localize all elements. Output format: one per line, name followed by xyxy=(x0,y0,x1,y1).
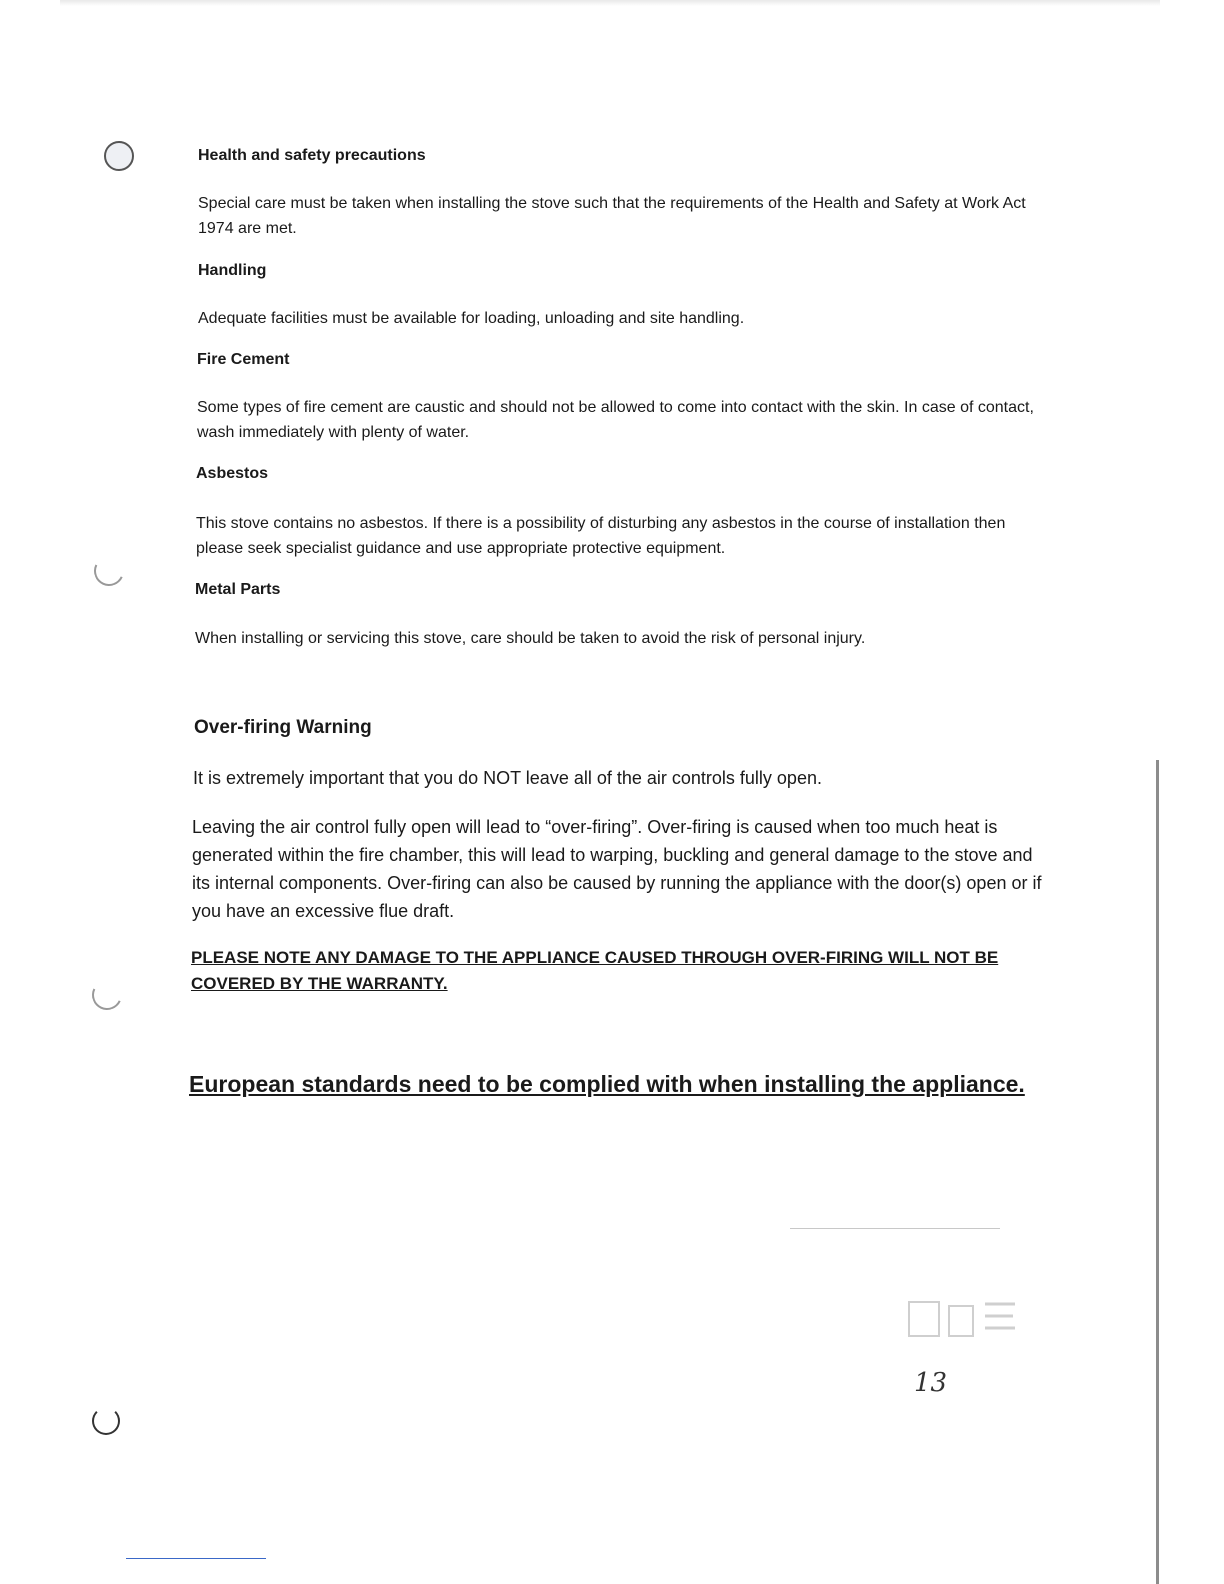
asbestos-text: This stove contains no asbestos. If there is a possibility of disturbing any asbestos in the course of installation then please seek specialist guidance and use appropriate protective equipment. xyxy=(196,515,1006,557)
warranty-notice: PLEASE NOTE ANY DAMAGE TO THE APPLIANCE CAUSED THROUGH OVER-FIRING WILL NOT BE COVERED BY THE WARRANTY. xyxy=(191,948,999,993)
punch-hole-icon xyxy=(88,976,126,1014)
standards-notice: European standards need to be complied with when installing the appliance. xyxy=(189,1071,1025,1097)
metal-parts-heading: Metal Parts xyxy=(195,581,281,598)
footer-rule xyxy=(126,1558,266,1559)
punch-hole-icon xyxy=(104,141,134,171)
asbestos-heading: Asbestos xyxy=(196,465,269,482)
handling-heading: Handling xyxy=(198,262,267,279)
punch-hole-icon xyxy=(92,1407,120,1435)
scan-top-edge xyxy=(60,0,1160,6)
metal-parts-text: When installing or servicing this stove, care should be taken to avoid the risk of personal injury. xyxy=(195,630,866,647)
health-safety-heading: Health and safety precautions xyxy=(198,147,426,164)
health-safety-text: Special care must be taken when installing the stove such that the requirements of the Health and Safety at Work Act 1974 are met. xyxy=(198,195,1026,237)
overfiring-intro: It is extremely important that you do NOT leave all of the air controls fully open. xyxy=(193,768,822,788)
punch-hole-icon xyxy=(90,552,128,590)
fire-cement-text: Some types of fire cement are caustic and should not be allowed to come into contact with the skin. In case of contact, wash immediately with plenty of water. xyxy=(197,399,1034,441)
page-number: 13 xyxy=(914,1368,948,1398)
faint-stamp-line xyxy=(790,1228,1000,1229)
overfiring-detail: Leaving the air control fully open will lead to “over-firing”. Over-firing is caused when too much heat is generated within the fire chamber, this will lead to warping, buckling and general damage to the stove and its internal components. Over-firing can also be caused by running the appliance with the door(s) open or if you have an excessive flue draft. xyxy=(192,817,1042,921)
faint-stamp-icon xyxy=(905,1298,1020,1342)
handling-text: Adequate facilities must be available for loading, unloading and site handling. xyxy=(198,310,745,327)
fire-cement-heading: Fire Cement xyxy=(197,351,290,368)
overfiring-heading: Over-firing Warning xyxy=(194,717,372,738)
scan-right-edge xyxy=(1156,760,1159,1584)
